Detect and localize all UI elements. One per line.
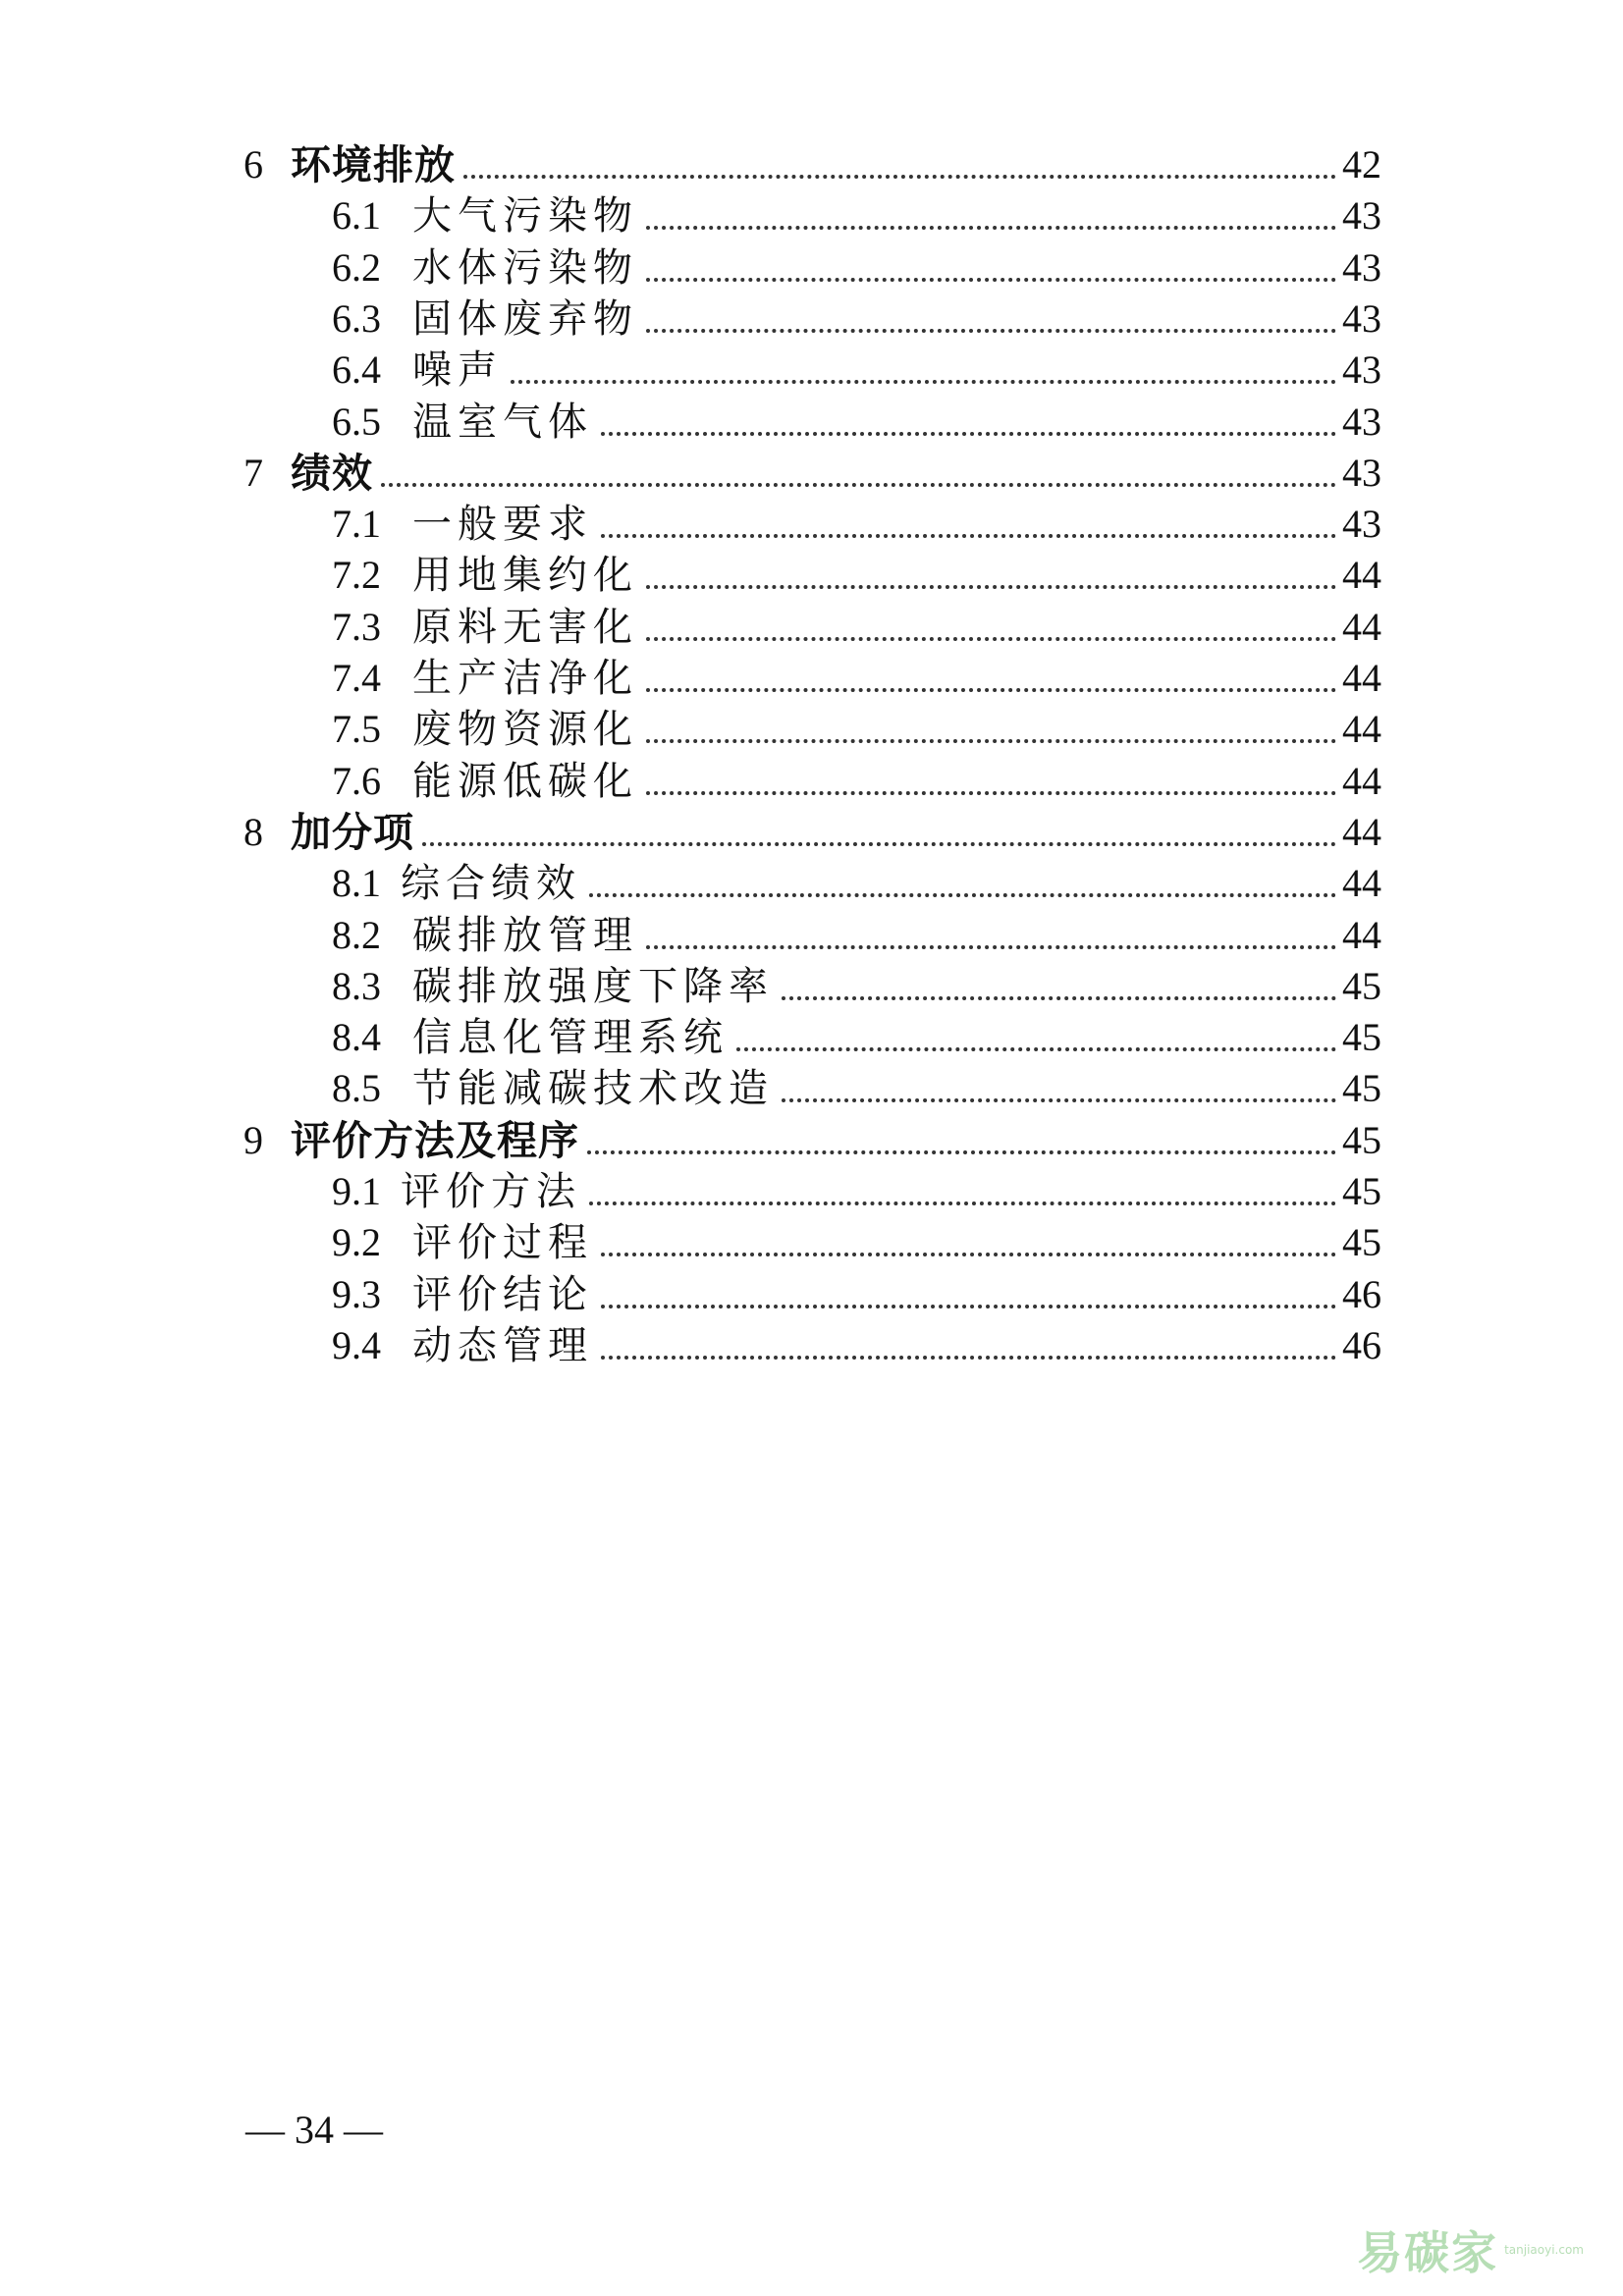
toc-entry-number: 8.2 — [332, 912, 381, 957]
toc-entry-title: 评价方法 — [401, 1169, 581, 1214]
toc-entry-number: 9.2 — [332, 1220, 381, 1265]
toc-entry[interactable] — [332, 854, 1381, 913]
toc-entry[interactable] — [332, 290, 1381, 348]
toc-dot-leader — [601, 1355, 1336, 1360]
toc-entry-number: 7.6 — [332, 758, 381, 803]
toc-entry-number: 9.4 — [332, 1322, 381, 1367]
toc-entry-title: 评价方法及程序 — [291, 1116, 579, 1164]
toc-entry[interactable] — [332, 187, 1381, 245]
toc-entry-page: 45 — [1342, 1220, 1381, 1265]
toc-entry[interactable] — [243, 444, 1381, 503]
toc-entry-page: 45 — [1342, 1015, 1381, 1060]
toc-entry-number: 7.5 — [332, 707, 381, 752]
toc-entry-page: 44 — [1342, 604, 1381, 649]
toc-entry-number: 6.3 — [332, 295, 381, 341]
toc-entry-page: 43 — [1342, 295, 1381, 341]
toc-entry-page: 45 — [1342, 1117, 1381, 1162]
toc-entry-number: 9.1 — [332, 1169, 381, 1213]
toc-dot-leader — [381, 482, 1336, 487]
toc-entry-number: 8 — [243, 809, 263, 854]
toc-dot-leader — [511, 379, 1336, 384]
toc-entry[interactable] — [332, 1213, 1381, 1272]
toc-entry[interactable] — [332, 546, 1381, 605]
toc-entry[interactable] — [332, 906, 1381, 965]
toc-entry-title: 能源低碳化 — [412, 758, 638, 804]
toc-entry[interactable] — [332, 598, 1381, 657]
toc-dot-leader — [463, 174, 1336, 179]
toc-entry[interactable] — [332, 239, 1381, 297]
toc-entry-title: 节能减碳技术改造 — [412, 1066, 774, 1112]
toc-dot-leader — [587, 1149, 1336, 1154]
toc-dot-leader — [736, 1046, 1336, 1051]
toc-entry-page: 45 — [1342, 963, 1381, 1008]
toc-entry-number: 8.5 — [332, 1066, 381, 1111]
toc-entry-title: 废物资源化 — [412, 707, 638, 753]
toc-entry-title: 绩效 — [291, 449, 373, 497]
toc-entry-title: 水体污染物 — [412, 244, 638, 291]
toc-entry-page: 44 — [1342, 553, 1381, 598]
toc-entry-title: 综合绩效 — [401, 861, 581, 907]
toc-entry-page: 43 — [1342, 347, 1381, 393]
toc-entry-number: 6 — [243, 142, 263, 187]
toc-entry[interactable] — [332, 700, 1381, 759]
toc-entry-number: 7 — [243, 450, 263, 495]
toc-entry-number: 7.2 — [332, 553, 381, 598]
toc-entry-title: 评价过程 — [412, 1220, 593, 1266]
toc-entry-number: 7.4 — [332, 656, 381, 700]
toc-entry[interactable] — [332, 957, 1381, 1016]
toc-dot-leader — [601, 1304, 1336, 1308]
toc-dot-leader — [589, 892, 1336, 897]
toc-dot-leader — [646, 738, 1336, 743]
toc-entry-number: 7.3 — [332, 604, 381, 649]
toc-dot-leader — [646, 584, 1336, 589]
toc-entry[interactable] — [243, 1111, 1381, 1170]
toc-entry-page: 43 — [1342, 450, 1381, 495]
toc-entry-title: 碳排放管理 — [412, 912, 638, 958]
toc-dot-leader — [646, 944, 1336, 949]
toc-dot-leader — [646, 328, 1336, 333]
toc-entry-title: 原料无害化 — [412, 604, 638, 650]
toc-entry[interactable] — [243, 803, 1381, 862]
toc-entry-title: 固体废弃物 — [412, 295, 638, 342]
toc-entry-page: 43 — [1342, 244, 1381, 290]
toc-entry-page: 46 — [1342, 1271, 1381, 1316]
toc-entry-title: 一般要求 — [412, 502, 593, 548]
toc-entry-title: 环境排放 — [291, 141, 456, 188]
toc-entry-page: 44 — [1342, 656, 1381, 700]
toc-entry[interactable] — [332, 341, 1381, 400]
toc-entry-page: 44 — [1342, 707, 1381, 752]
toc-entry-title: 动态管理 — [412, 1322, 593, 1368]
toc-entry-title: 评价结论 — [412, 1271, 593, 1317]
toc-entry[interactable] — [332, 649, 1381, 708]
toc-entry-page: 44 — [1342, 912, 1381, 957]
watermark-domain: tanjiaoyi.com — [1504, 2243, 1584, 2257]
toc-entry-page: 43 — [1342, 502, 1381, 547]
toc-entry[interactable] — [332, 393, 1381, 452]
toc-entry-number: 6.5 — [332, 399, 381, 444]
toc-entry-page: 44 — [1342, 758, 1381, 803]
toc-dot-leader — [782, 1097, 1336, 1102]
toc-entry-page: 46 — [1342, 1322, 1381, 1367]
toc-entry[interactable] — [243, 135, 1381, 194]
toc-entry-page: 43 — [1342, 399, 1381, 444]
toc-entry-number: 6.2 — [332, 244, 381, 290]
toc-entry-number: 8.3 — [332, 963, 381, 1008]
toc-dot-leader — [422, 841, 1336, 846]
toc-entry-number: 8.4 — [332, 1015, 381, 1060]
toc-entry-title: 信息化管理系统 — [412, 1015, 729, 1061]
toc-entry-page: 44 — [1342, 809, 1381, 854]
toc-entry-title: 用地集约化 — [412, 553, 638, 599]
watermark-logo — [1357, 2217, 1584, 2282]
toc-entry-title: 生产洁净化 — [412, 656, 638, 701]
toc-entry-number: 9 — [243, 1117, 263, 1162]
watermark-text: 易碳家 — [1357, 2226, 1499, 2279]
toc-dot-leader — [646, 225, 1336, 230]
toc-entry-title: 加分项 — [291, 808, 414, 856]
toc-entry-number: 8.1 — [332, 861, 381, 906]
toc-entry-page: 45 — [1342, 1066, 1381, 1111]
toc-dot-leader — [589, 1201, 1336, 1205]
toc-dot-leader — [646, 277, 1336, 282]
toc-dot-leader — [646, 636, 1336, 641]
page-number-footer: — 34 — — [245, 2108, 383, 2152]
toc-dot-leader — [646, 790, 1336, 795]
toc-dot-leader — [646, 687, 1336, 692]
toc-entry-title: 碳排放强度下降率 — [412, 963, 774, 1009]
toc-dot-leader — [601, 533, 1336, 538]
toc-entry-number: 6.1 — [332, 193, 381, 239]
toc-entry[interactable] — [332, 1316, 1381, 1375]
toc-dot-leader — [601, 1252, 1336, 1256]
toc-entry-page: 45 — [1342, 1169, 1381, 1213]
toc-dot-leader — [782, 995, 1336, 1000]
toc-entry-title: 温室气体 — [412, 399, 593, 445]
toc-entry-page: 44 — [1342, 861, 1381, 906]
toc-entry[interactable] — [332, 1059, 1381, 1118]
toc-entry-number: 6.4 — [332, 347, 381, 393]
toc-entry[interactable] — [332, 752, 1381, 811]
toc-entry-title: 噪声 — [412, 347, 503, 394]
toc-entry[interactable] — [332, 1162, 1381, 1221]
toc-entry-number: 9.3 — [332, 1271, 381, 1316]
toc-entry[interactable] — [332, 495, 1381, 554]
toc-entry-title: 大气污染物 — [412, 193, 638, 240]
toc-entry-page: 43 — [1342, 193, 1381, 239]
toc-entry[interactable] — [332, 1008, 1381, 1067]
toc-entry[interactable] — [332, 1265, 1381, 1324]
toc-dot-leader — [601, 431, 1336, 436]
toc-entry-number: 7.1 — [332, 502, 381, 547]
toc-entry-page: 42 — [1342, 142, 1381, 187]
